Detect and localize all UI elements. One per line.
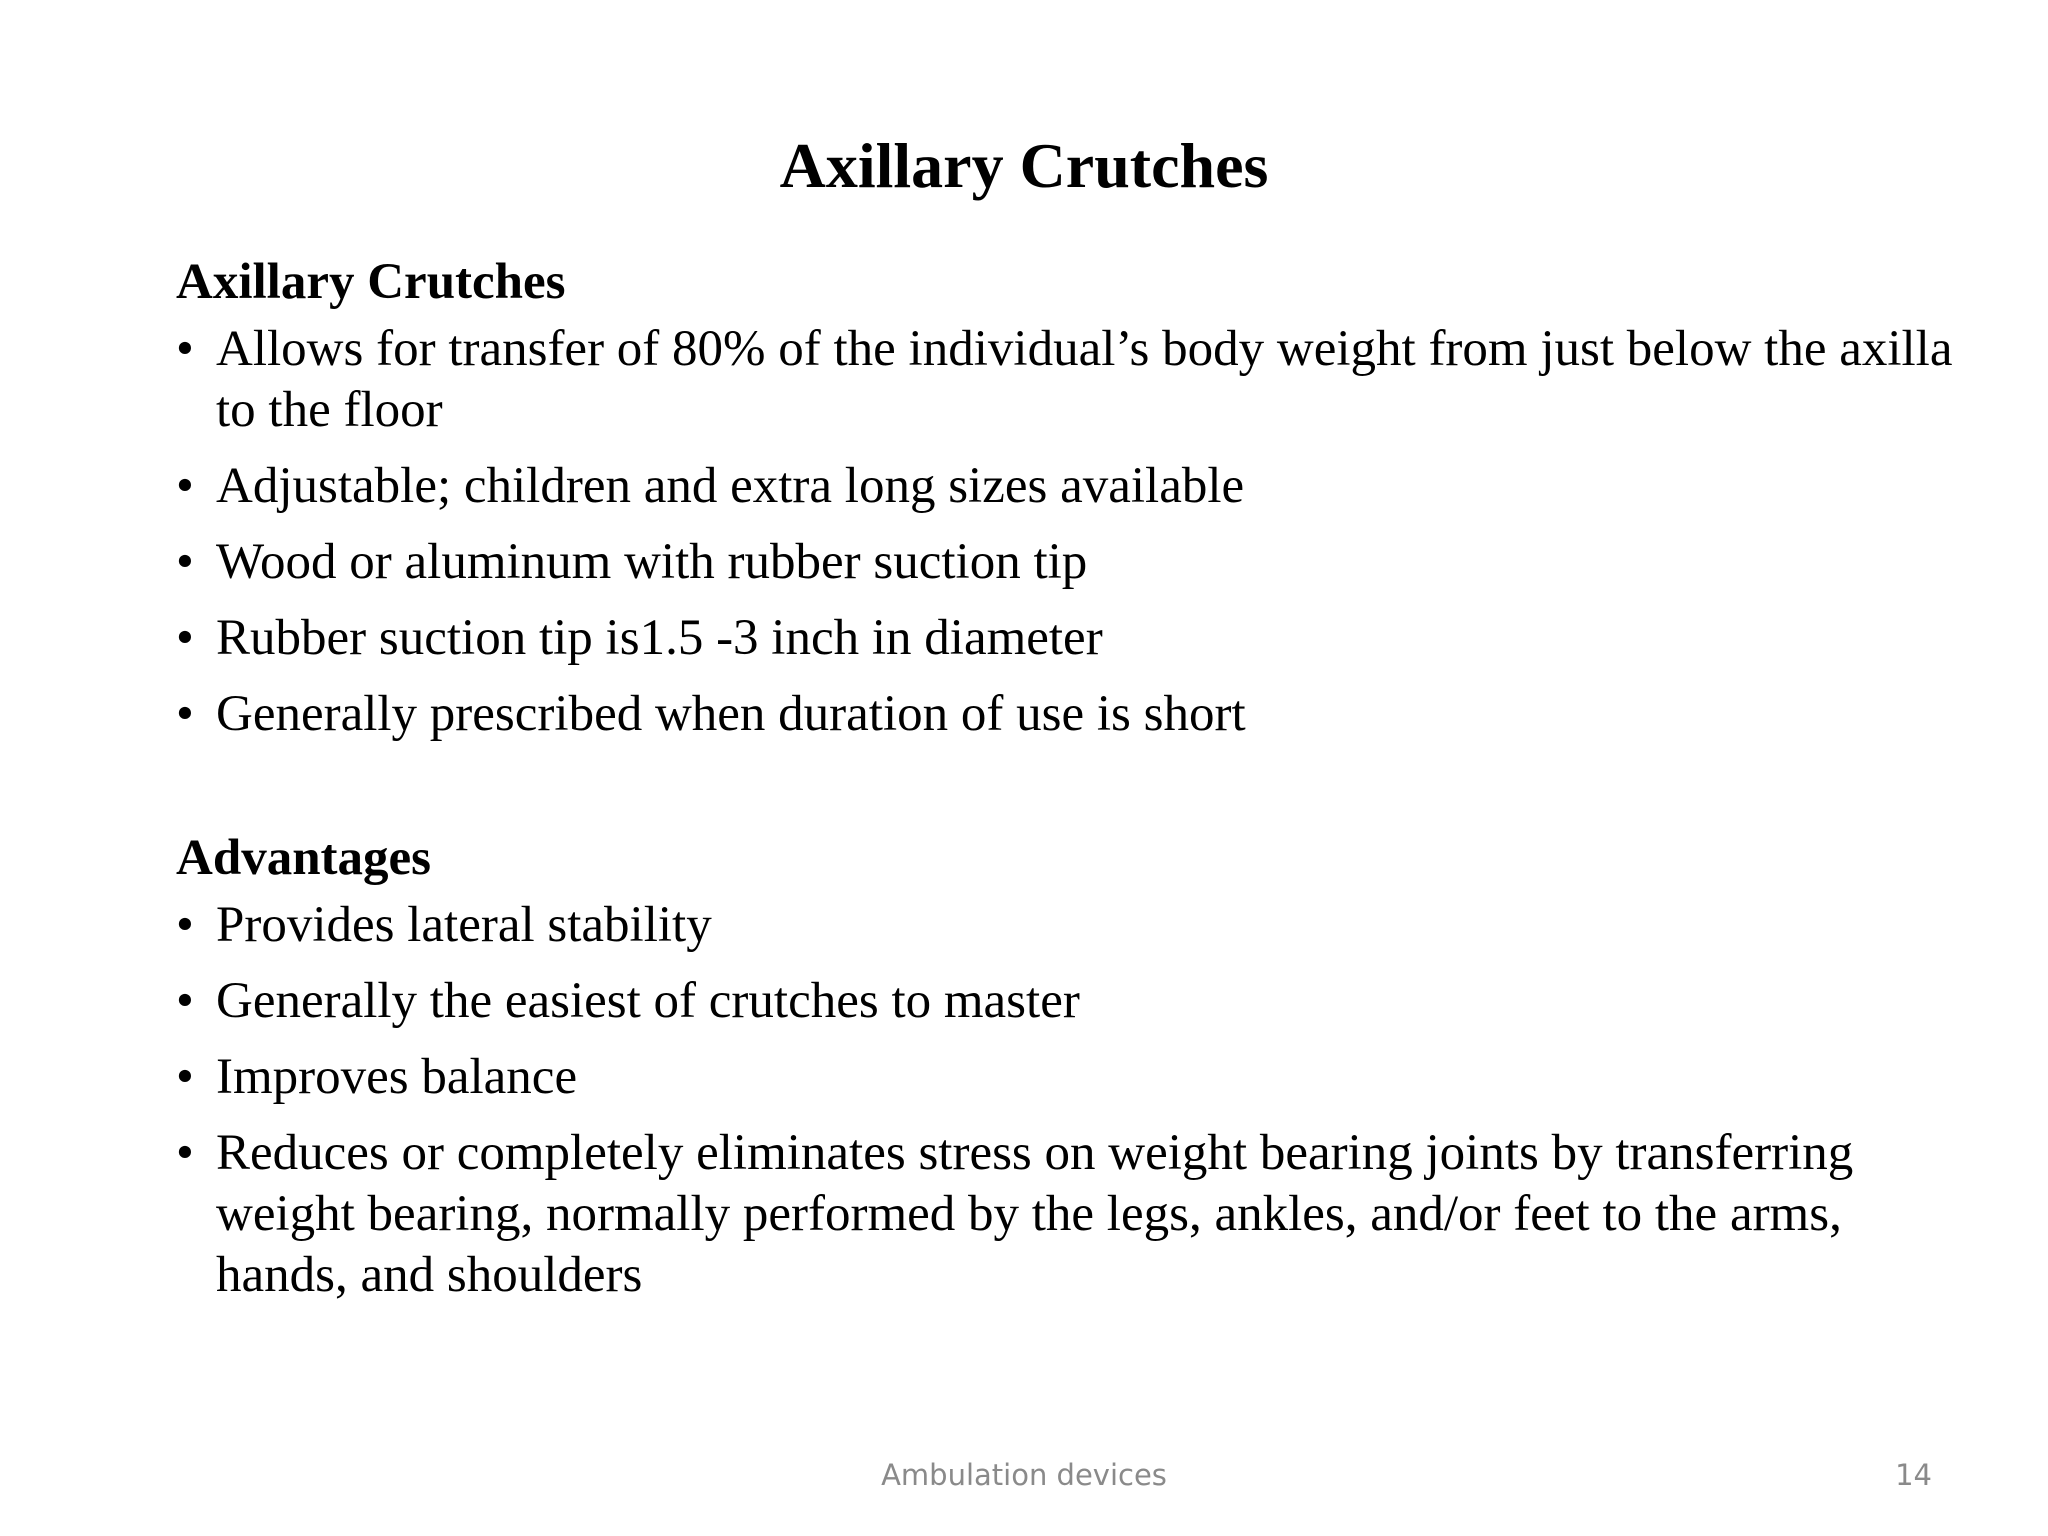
list-item-text: Rubber suction tip is1.5 -3 inch in diameter [216,610,1103,666]
bullet-icon: • [176,1125,194,1181]
bullet-icon: • [176,897,194,953]
section-advantages [176,826,1976,1321]
list-item [176,684,1976,745]
list-item-text: Provides lateral stability [216,897,712,953]
list-item-text: Reduces or completely eliminates stress on weight bearing joints by transferring weight bearing, normally performed by the legs, ankles, and/or feet to the arms, hands, and shoulders [216,1125,1854,1303]
bullet-icon: • [176,1049,194,1105]
footer-text: Ambulation devices [881,1458,1167,1492]
section-heading: Axillary Crutches [176,254,566,310]
section-heading: Advantages [176,830,432,886]
list-item [176,608,1976,669]
bullet-icon: • [176,321,194,377]
list-item [176,1047,1976,1108]
list-item-text: Wood or aluminum with rubber suction tip [216,534,1088,590]
page-number: 14 [1895,1458,1932,1492]
list-item-text: Generally the easiest of crutches to master [216,973,1080,1029]
list-item [176,532,1976,593]
bullet-icon: • [176,534,194,590]
bullet-list [176,895,1976,1306]
bullet-icon: • [176,686,194,742]
list-item-text: Generally prescribed when duration of use is short [216,686,1246,742]
bullet-icon: • [176,458,194,514]
bullet-icon: • [176,973,194,1029]
section-axillary-crutches [176,250,1976,760]
list-item [176,895,1976,956]
list-item-text: Allows for transfer of 80% of the individual’s body weight from just below the axilla to the floor [216,321,1953,438]
slide-title: Axillary Crutches [779,130,1269,201]
bullet-icon: • [176,610,194,666]
bullet-list [176,319,1976,745]
list-item-text: Adjustable; children and extra long sizes available [216,458,1245,514]
list-item [176,1123,1976,1306]
list-item [176,319,1976,441]
list-item-text: Improves balance [216,1049,578,1105]
list-item [176,971,1976,1032]
list-item [176,456,1976,517]
